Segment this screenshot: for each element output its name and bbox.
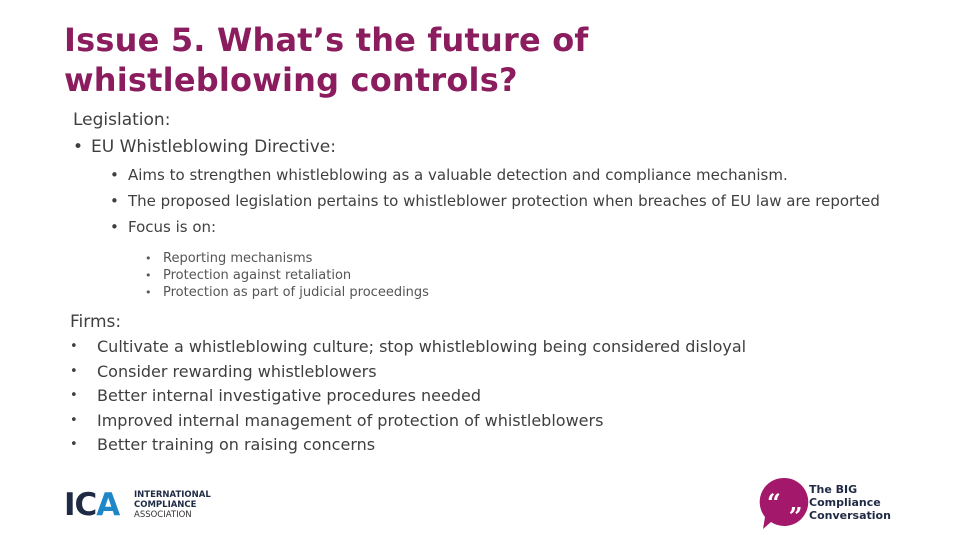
firm-item-text: Better internal investigative procedures needed — [97, 386, 481, 405]
legislation-heading: Legislation: — [73, 110, 171, 130]
big-logo-line1: The BIG — [809, 483, 858, 496]
slide-title — [64, 20, 884, 100]
firm-item-text: Consider rewarding whistleblowers — [97, 361, 377, 381]
ica-logo-line2: COMPLIANCE — [134, 500, 197, 510]
eu-directive-label: EU Whistleblowing Directive: — [91, 137, 336, 157]
bullet-icon: • — [73, 137, 84, 157]
ica-logo-mark — [64, 488, 119, 522]
list-item — [70, 386, 746, 406]
focus-item-text: Protection as part of judicial proceedings — [163, 285, 429, 300]
bullet-icon: • — [145, 286, 152, 299]
list-item — [70, 362, 746, 382]
bullet-icon: • — [70, 363, 78, 379]
firm-item-text: Better training on raising concerns — [97, 435, 376, 454]
ica-logo-mark-a: A — [96, 487, 120, 523]
directive-point-text: The proposed legislation pertains to whistleblower protection when breaches of EU law are reported — [128, 192, 880, 210]
focus-item-text: Reporting mechanisms — [163, 251, 313, 266]
big-logo-line2: Compliance — [809, 496, 881, 509]
directive-points-list — [108, 165, 908, 243]
list-item — [108, 191, 908, 211]
focus-item-text: Protection against retaliation — [163, 268, 352, 283]
list-item — [108, 165, 908, 185]
bullet-icon: • — [110, 166, 119, 184]
bullet-icon: • — [70, 339, 78, 354]
list-item — [70, 435, 746, 455]
list-item — [145, 268, 429, 284]
firm-item-text: Improved internal management of protection of whistleblowers — [97, 410, 604, 430]
list-item — [145, 251, 429, 267]
speech-bubble-icon — [757, 475, 813, 531]
ica-logo-line3: ASSOCIATION — [134, 510, 192, 520]
bullet-icon: • — [110, 192, 119, 210]
ica-logo-mark-ic: IC — [64, 487, 97, 523]
bullet-icon: • — [145, 252, 152, 265]
quote-icon: “ „ — [767, 488, 803, 517]
bullet-icon: • — [70, 412, 78, 428]
ica-logo-text — [134, 490, 211, 520]
bullet-icon: • — [70, 388, 78, 403]
big-logo-line3: Conversation — [809, 509, 891, 522]
directive-point-text: Focus is on: — [128, 218, 217, 236]
list-item — [108, 217, 908, 237]
focus-list — [145, 251, 429, 302]
bullet-icon: • — [145, 269, 152, 282]
firm-item-text: Cultivate a whistleblowing culture; stop whistleblowing being considered disloyal — [97, 337, 747, 356]
slide-title-line1: Issue 5. What’s the future of — [64, 21, 589, 59]
firms-heading: Firms: — [70, 312, 122, 332]
ica-logo-line1: INTERNATIONAL — [134, 490, 211, 500]
bullet-icon: • — [110, 218, 119, 236]
eu-directive-bullet — [73, 137, 336, 157]
big-compliance-logo — [757, 475, 917, 535]
directive-point-text: Aims to strengthen whistleblowing as a valuable detection and compliance mechanism. — [128, 166, 788, 184]
list-item — [70, 411, 746, 431]
list-item — [70, 337, 746, 357]
firms-list — [70, 337, 746, 460]
big-compliance-logo-text — [809, 483, 891, 522]
bullet-icon: • — [70, 437, 78, 452]
ica-logo — [64, 484, 224, 524]
slide-title-line2: whistleblowing controls? — [64, 61, 518, 99]
list-item — [145, 285, 429, 301]
